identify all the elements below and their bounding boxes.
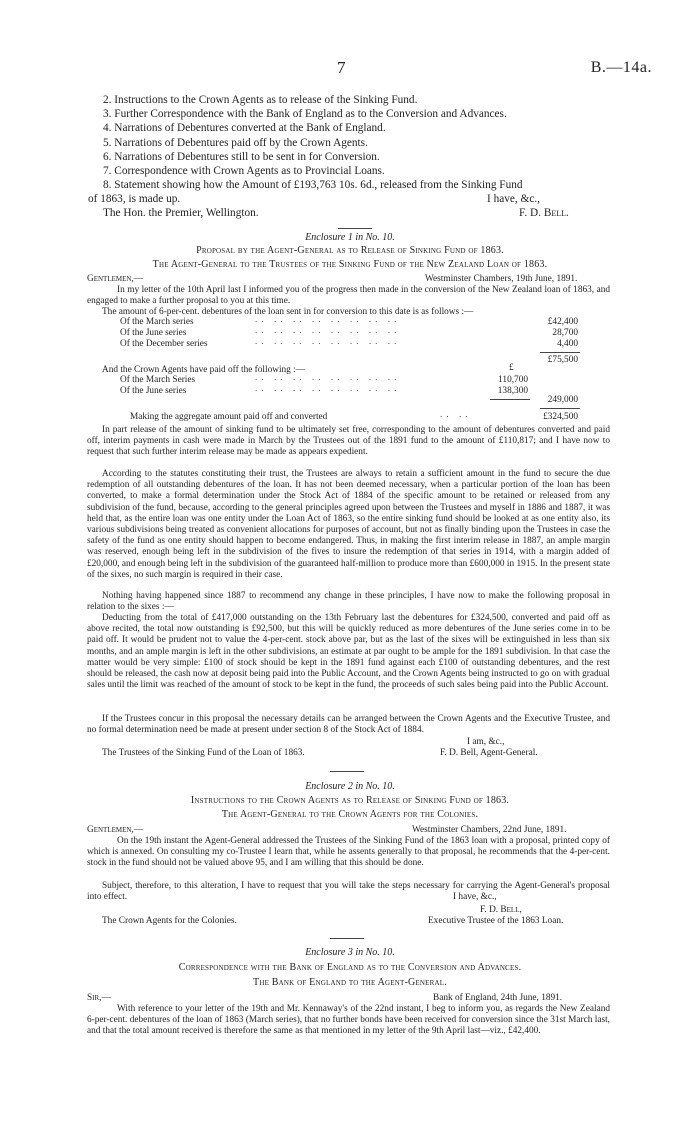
signature: F. D. Bell. [519, 207, 569, 219]
table-row-amount: 4,400 [557, 339, 578, 349]
document-reference: B.—14a. [590, 59, 652, 76]
leader-dots: .. .. .. .. .. .. .. .. [255, 315, 401, 325]
list-item: 2. Instructions to the Crown Agents as to release of the Sinking Fund. [103, 94, 418, 106]
paragraph: According to the statutes constituting their trust, the Trustees are always to retain a sufficient amount in the fund to secure the due redemption of all outstanding debentures of the loan. It has not been deemed necessary, when a particular portion of the loan has been converted, to make a formal determination under the Stock Act of 1884 of the specific amount to be retained or released from any subdivision of the fund, because, according to the general principles agreed upon between the Trustees and myself in 1886 and 1887, it was held that, as the entire loan was one entity under the Loan Act of 1863, so the entire sinking fund should be looked at as one entity also, its various subdivisions being treated as convenient allocations for purposes of account, but not as finally binding upon the Trustees in case the safety of the fund as one entity should happen to become endangered. Thus, in making the first interim release in 1887, an ample margin was reserved, enough being left in the subdivision of the fives to insure the redemption of that series in 1914, with a margin added of £20,000, and enough being left in the subdivision of the guaranteed half-million to produce more than £600,000 in 1915. In the present state of the sixes, no such margin is required in their case. [87, 469, 610, 580]
aggregate-amount: £324,500 [543, 412, 578, 422]
currency-symbol: £ [509, 363, 514, 373]
leader-dots: .. .. [440, 410, 472, 420]
leader-dots: .. .. .. .. .. .. .. .. [255, 326, 401, 336]
enclosure-2-subheading: The Agent-General to the Crown Agents for the Colonies. [221, 809, 479, 820]
enclosure-3-heading: Correspondence with the Bank of England as to the Conversion and Advances. [178, 962, 522, 973]
divider [338, 228, 372, 229]
sum-rule [490, 399, 530, 400]
closing-line: I have, &c., [453, 892, 497, 902]
paragraph: On the 19th instant the Agent-General addressed the Trustees of the Sinking Fund of the 1863 loan with a proposal, printed copy of which is annexed. On consulting my co-Trustee I learn that, while he assents generally to that proposal, he recommends that the 4-per-cent. stock in the fund should not be valued above 95, and I am willing that this should be done. [87, 836, 610, 869]
addressee: The Crown Agents for the Colonies. [102, 916, 237, 926]
enclosure-1-title: Enclosure 1 in No. 10. [305, 232, 395, 243]
table-row-label: Of the March Series [120, 375, 196, 385]
salutation: Gentlemen,— [87, 274, 144, 284]
paragraph: If the Trustees concur in this proposal the necessary details can be arranged between the Crown Agents and the Executive Trustee, and no formal determination need be made at present under section 8 of the Stock Act of 1884. [87, 714, 610, 736]
signature: F. D. Bell, [480, 905, 522, 915]
place-date: Westminster Chambers, 22nd June, 1891. [412, 825, 567, 835]
list-item: 8. Statement showing how the Amount of £193,763 10s. 6d., released from the Sinking Fund [103, 179, 523, 192]
table-total: £75,500 [547, 355, 578, 365]
salutation: Gentlemen,— [87, 825, 144, 835]
list-item: 4. Narrations of Debentures converted at the Bank of England. [103, 122, 386, 135]
list-item: 3. Further Correspondence with the Bank of England as to the Conversion and Advances. [103, 108, 507, 121]
table-row-label: Of the March series [120, 317, 194, 327]
paragraph: And the Crown Agents have paid off the following :— [102, 365, 306, 375]
paragraph: Deducting from the total of £417,000 outstanding on the 13th February last the debentures for £324,500, converted and paid off as above recited, the total now outstanding is £92,500, but this will be quickly reduced as more debentures of the June series come in to be paid off. It would be prudent not to value the 4-per-cent. stock above par, but as the last of the sixes will be extinguished in less than six months, and an ample margin is left in the other subdivisions, an estimate at par ought to be ample for the 1891 subdivision. In that case the matter would be very simple: £100 of stock should be kept in the 1891 fund against each £100 of outstanding debentures, and the rest should be released, the cash now at deposit being paid into the Public Account, and the Crown Agents being instructed to go on with gradual sales until the limit was reached of the amount of stock to be kept in the fund, the proceeds of such sales being paid into the Public Account. [87, 613, 610, 691]
paragraph: With reference to your letter of the 19th and Mr. Kennaway's of the 22nd instant, I beg to inform you, as regards the New Zealand 6-per-cent. debentures of the loan of 1863 (March series), that no further bonds have been received for conversion since the 31st March last, and that the total amount received is therefore the same as that mentioned in my letter of the 9th April last—viz., £42,400. [87, 1004, 610, 1037]
signature: F. D. Bell, Agent-General. [440, 748, 538, 758]
leader-dots: .. .. .. .. .. .. .. .. [255, 384, 401, 394]
table-row-label: Of the June series [120, 386, 187, 396]
salutation: Sir,— [87, 993, 111, 1003]
table-total: 249,000 [547, 395, 578, 405]
sum-rule [540, 352, 580, 353]
page-number: 7 [337, 58, 346, 77]
paragraph: The amount of 6-per-cent. debentures of the loan sent in for conversion to this date is as follows :— [102, 307, 474, 317]
addressee: The Trustees of the Sinking Fund of the Loan of 1863. [102, 748, 305, 758]
table-row-amount: 110,700 [498, 375, 528, 385]
enclosure-3-title: Enclosure 3 in No. 10. [305, 947, 395, 958]
paragraph: Subject, therefore, to this alteration, I have to request that you will take the steps necessary for carrying the Agent-General's proposal into effect. [87, 881, 610, 903]
closing-line: I am, &c., [467, 737, 505, 747]
list-item: 7. Correspondence with Crown Agents as to Provincial Loans. [103, 165, 385, 178]
enclosure-list [103, 93, 663, 192]
paragraph: In my letter of the 10th April last I informed you of the progress then made in the conversion of the New Zealand loan of 1863, and engaged to make a further proposal to you at this time. [87, 285, 610, 307]
closing-line: I have, &c., [487, 193, 541, 205]
leader-dots: .. .. .. .. .. .. .. .. [255, 337, 401, 347]
table-row-amount: 138,300 [497, 386, 528, 396]
list-item-continuation: of 1863, is made up. [88, 193, 181, 205]
signature-role: Executive Trustee of the 1863 Loan. [428, 916, 564, 926]
table-row-amount: £42,400 [547, 317, 578, 327]
sum-rule [540, 408, 580, 409]
list-item: 5. Narrations of Debentures paid off by the Crown Agents. [103, 136, 368, 149]
table-row-label: Of the June series [120, 328, 187, 338]
paragraph: In part release of the amount of sinking fund to be ultimately set free, corresponding to the amount of debentures converted and paid off, interim payments in cash were made in March by the Trustees out of the 1891 fund to the amount of £110,817; and I have now to request that such further interim release may be made as appears expedient. [87, 425, 610, 458]
table-row-amount: 28,700 [552, 328, 578, 338]
leader-dots: .. .. .. .. .. .. .. .. [255, 373, 401, 383]
enclosure-1-heading: Proposal by the Agent-General as to Release of Sinking Fund of 1863. [196, 245, 504, 256]
enclosure-3-subheading: The Bank of England to the Agent-General. [253, 977, 447, 988]
divider [330, 938, 364, 939]
enclosure-2-title: Enclosure 2 in No. 10. [305, 781, 395, 792]
enclosure-1-subheading: The Agent-General to the Trustees of the Sinking Fund of the New Zealand Loan of 1863. [152, 259, 548, 270]
paragraph: Nothing having happened since 1887 to recommend any change in these principles, I have now to make the following proposal in relation to the sixes :— [87, 591, 610, 613]
aggregate-label: Making the aggregate amount paid off and converted [130, 412, 328, 422]
list-item: 6. Narrations of Debentures still to be sent in for Conversion. [103, 150, 380, 163]
place-date: Bank of England, 24th June, 1891. [433, 993, 563, 1003]
divider [330, 771, 364, 772]
enclosure-2-heading: Instructions to the Crown Agents as to Release of Sinking Fund of 1863. [190, 795, 510, 806]
table-row-label: Of the December series [120, 339, 208, 349]
addressee: The Hon. the Premier, Wellington. [103, 207, 259, 219]
place-date: Westminster Chambers, 19th June, 1891. [425, 274, 578, 284]
